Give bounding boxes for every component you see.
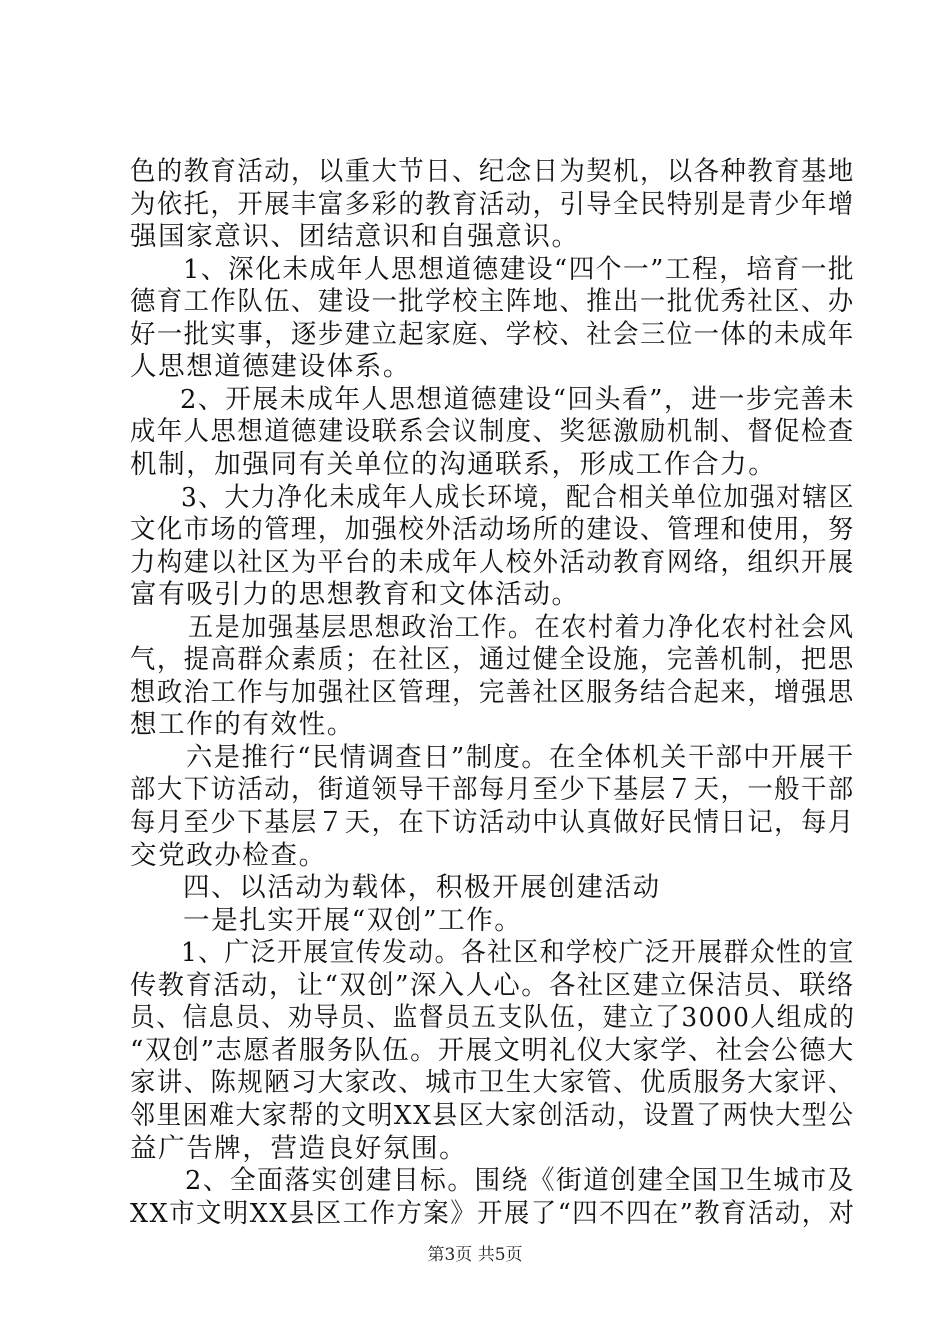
text-line: 想政治工作与加强社区管理，完善社区服务结合起来，增强思: [130, 676, 855, 708]
text-line: 富有吸引力的思想教育和文体活动。: [130, 579, 580, 611]
text-line: 机制，加强同有关单位的沟通联系，形成工作合力。: [130, 448, 777, 480]
text-line: 1、深化未成年人思想道德建设“四个一”工程，培育一批: [183, 253, 856, 285]
text-line: 强国家意识、团结意识和自强意识。: [130, 221, 580, 253]
text-line: 益广告牌，营造良好氛围。: [130, 1132, 468, 1164]
text-line: 每月至少下基层７天，在下访活动中认真做好民情日记，每月: [130, 807, 855, 838]
text-line: 传教育活动，让“双创”深入人心。各社区建立保洁员、联络: [130, 969, 855, 1001]
text-line: 1、广泛开展宣传发动。各社区和学校广泛开展群众性的宣: [181, 937, 855, 969]
text-line: “双创”志愿者服务队伍。开展文明礼仪大家学、社会公德大: [130, 1034, 855, 1066]
text-line: 想工作的有效性。: [130, 709, 355, 741]
text-line: 员、信息员、劝导员、监督员五支队伍，建立了3000人组成的: [130, 1002, 856, 1034]
text-line: 德育工作队伍、建设一批学校主阵地、推出一批优秀社区、办: [130, 286, 855, 318]
text-line: XX市文明XX县区工作方案》开展了“四不四在”教育活动，对: [130, 1197, 856, 1229]
text-line: 部大下访活动，街道领导干部每月至少下基层７天，一般干部: [130, 774, 855, 806]
text-line: 交党政办检查。: [130, 839, 327, 871]
text-line: 文化市场的管理，加强校外活动场所的建设、管理和使用，努: [130, 514, 855, 546]
text-line: 气，提高群众素质；在社区，通过健全设施，完善机制，把思: [130, 644, 855, 676]
text-line: 五是加强基层思想政治工作。在农村着力净化农村社会风: [188, 611, 855, 643]
text-line: 六是推行“民情调查日”制度。在全体机关干部中开展干: [186, 741, 855, 773]
page-footer: 第3页 共5页: [427, 1245, 523, 1265]
text-line: 邻里困难大家帮的文明XX县区大家创活动，设置了两快大型公: [130, 1099, 855, 1131]
text-line: 3、大力净化未成年人成长环境，配合相关单位加强对辖区: [181, 481, 855, 513]
text-line: 成年人思想道德建设联系会议制度、奖惩激励机制、督促检查: [130, 416, 855, 448]
text-line: 为依托，开展丰富多彩的教育活动，引导全民特别是青少年增: [130, 188, 855, 220]
text-line: 人思想道德建设体系。: [130, 351, 411, 383]
text-line: 力构建以社区为平台的未成年人校外活动教育网络，组织开展: [130, 546, 855, 578]
text-line: 2、开展未成年人思想道德建设“回头看”，进一步完善未: [180, 383, 856, 415]
text-line: 2、全面落实创建目标。围绕《街道创建全国卫生城市及: [185, 1165, 855, 1197]
text-line: 家讲、陈规陋习大家改、城市卫生大家管、优质服务大家评、: [130, 1067, 855, 1099]
text-line: 色的教育活动，以重大节日、纪念日为契机，以各种教育基地: [130, 156, 855, 187]
text-line: 好一批实事，逐步建立起家庭、学校、社会三位一体的未成年: [130, 318, 855, 350]
text-line: 一是扎实开展“双创”工作。: [183, 904, 523, 936]
text-line: 四、以活动为载体，积极开展创建活动: [183, 872, 661, 904]
